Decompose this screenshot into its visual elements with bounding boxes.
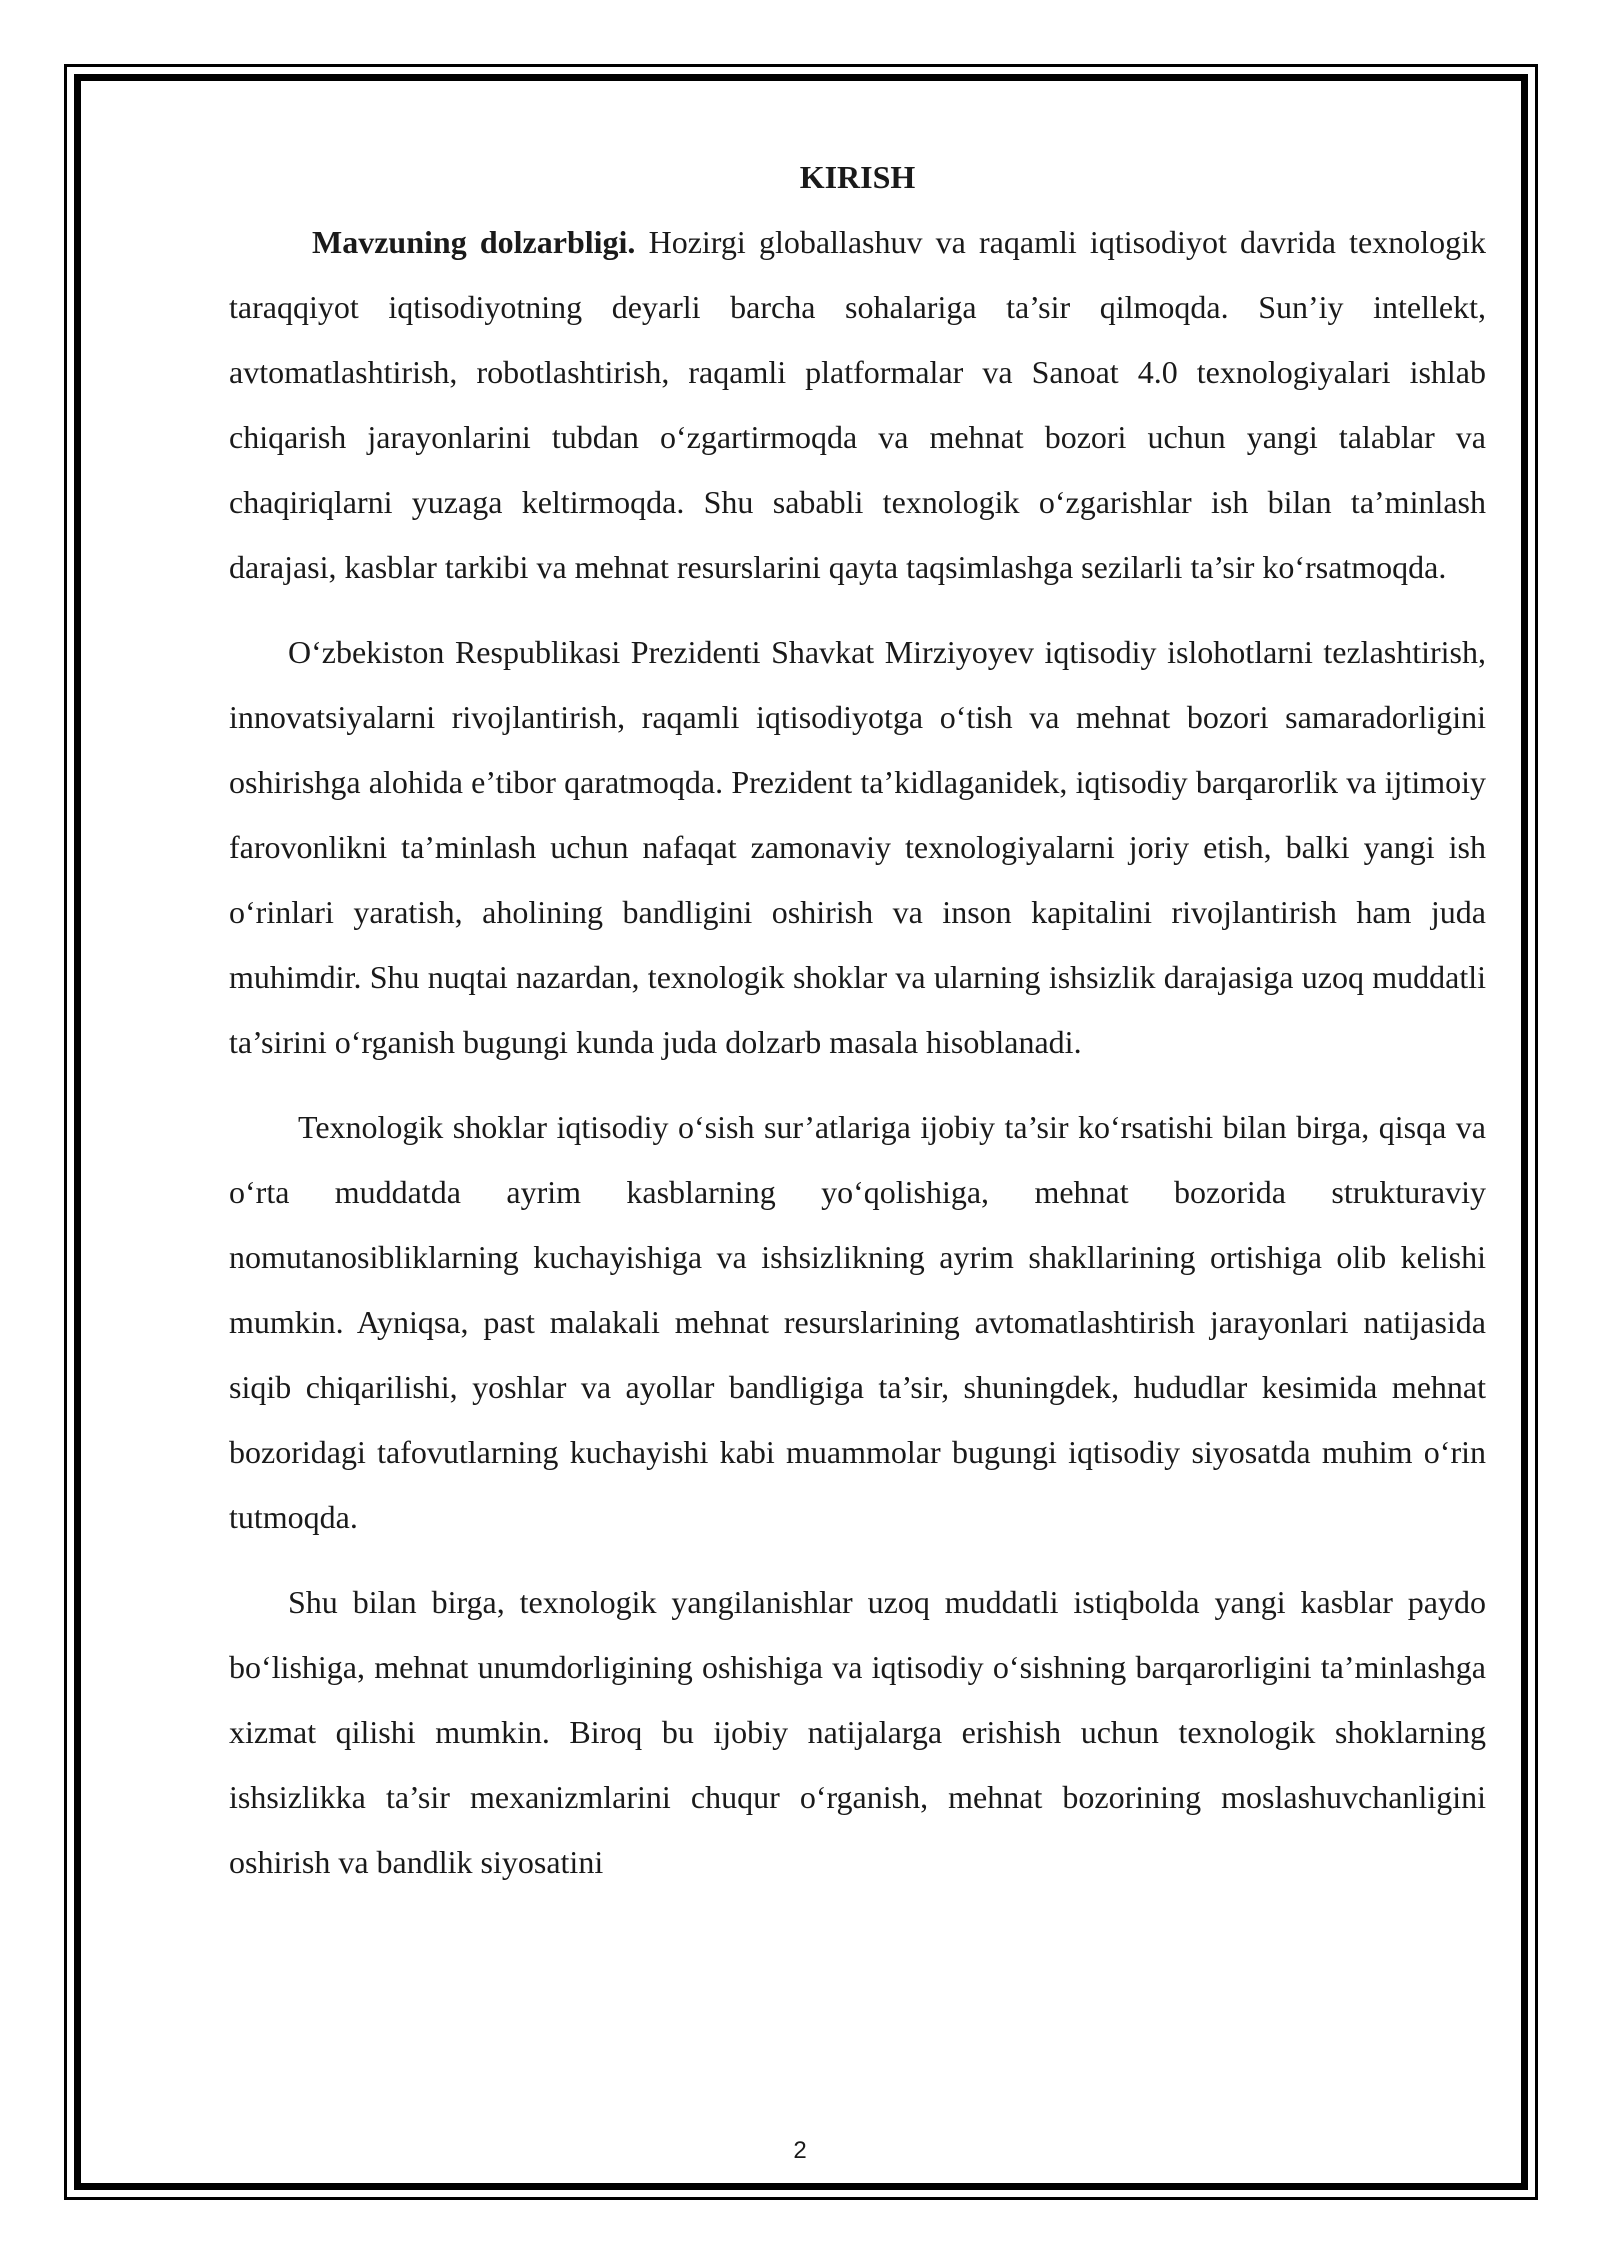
paragraph-text: Hozirgi globallashuv va raqamli iqtisodiyot davrida texnologik taraqqiyot iqtisodiyotning deyarli barcha sohalariga ta’sir qilmoqda. Sun’iy intellekt, avtomatlashtirish, robotlashtirish, raqamli platformalar va Sanoat 4.0 texnologiyalari ishlab chiqarish jarayonlarini tubdan o‘zgartirmoqda va mehnat bozori uchun yangi talablar va chaqiriqlarni yuzaga keltirmoqda. Shu sababli texnologik o‘zgarishlar ish bilan ta’minlash darajasi, kasblar tarkibi va mehnat resurslarini qayta taqsimlashga sezilarli ta’sir ko‘rsatmoqda. [229,224,1486,585]
page-title: KIRISH [799,159,916,195]
page-number: 2 [793,2137,807,2164]
paragraph-relevance [229,210,1486,600]
paragraph-technology-shocks: Texnologik shoklar iqtisodiy o‘sish sur’atlariga ijobiy ta’sir ko‘rsatishi bilan birga, qisqa va o‘rta muddatda ayrim kasblarning yo‘qolishiga, mehnat bozorida strukturaviy nomutanosibliklarning kuchayishiga va ishsizlikning ayrim shakllarining ortishiga olib kelishi mumkin. Ayniqsa, past malakali mehnat resurslarining avtomatlashtirish jarayonlari natijasida siqib chiqarilishi, yoshlar va ayollar bandligiga ta’sir, shuningdek, hududlar kesimida mehnat bozoridagi tafovutlarning kuchayishi kabi muammolar bugungi iqtisodiy siyosatda muhim o‘rin tutmoqda. [229,1109,1486,1535]
paragraph-president: O‘zbekiston Respublikasi Prezidenti Shavkat Mirziyoyev iqtisodiy islohotlarni tezlashtirish, innovatsiyalarni rivojlantirish, raqamli iqtisodiyotga o‘tish va mehnat bozori samaradorligini oshirishga alohida e’tibor qaratmoqda. Prezident ta’kidlaganidek, iqtisodiy barqarorlik va ijtimoiy farovonlikni ta’minlash uchun nafaqat zamonaviy texnologiyalarni joriy etish, balki yangi ish o‘rinlari yaratish, aholining bandligini oshirish va inson kapitalini rivojlantirish ham juda muhimdir. Shu nuqtai nazardan, texnologik shoklar va ularning ishsizlik darajasiga uzoq muddatli ta’sirini o‘rganish bugungi kunda juda dolzarb masala hisoblanadi. [229,634,1486,1060]
paragraph-long-term: Shu bilan birga, texnologik yangilanishlar uzoq muddatli istiqbolda yangi kasblar paydo bo‘lishiga, mehnat unumdorligining oshishiga va iqtisodiy o‘sishning barqarorligini ta’minlashga xizmat qilishi mumkin. Biroq bu ijobiy natijalarga erishish uchun texnologik shoklarning ishsizlikka ta’sir mexanizmlarini chuqur o‘rganish, mehnat bozorining moslashuvchanligini oshirish va bandlik siyosatini [229,1584,1486,1880]
document-body [229,145,1486,1915]
paragraph-lead-heading: Mavzuning dolzarbligi. [312,224,636,260]
